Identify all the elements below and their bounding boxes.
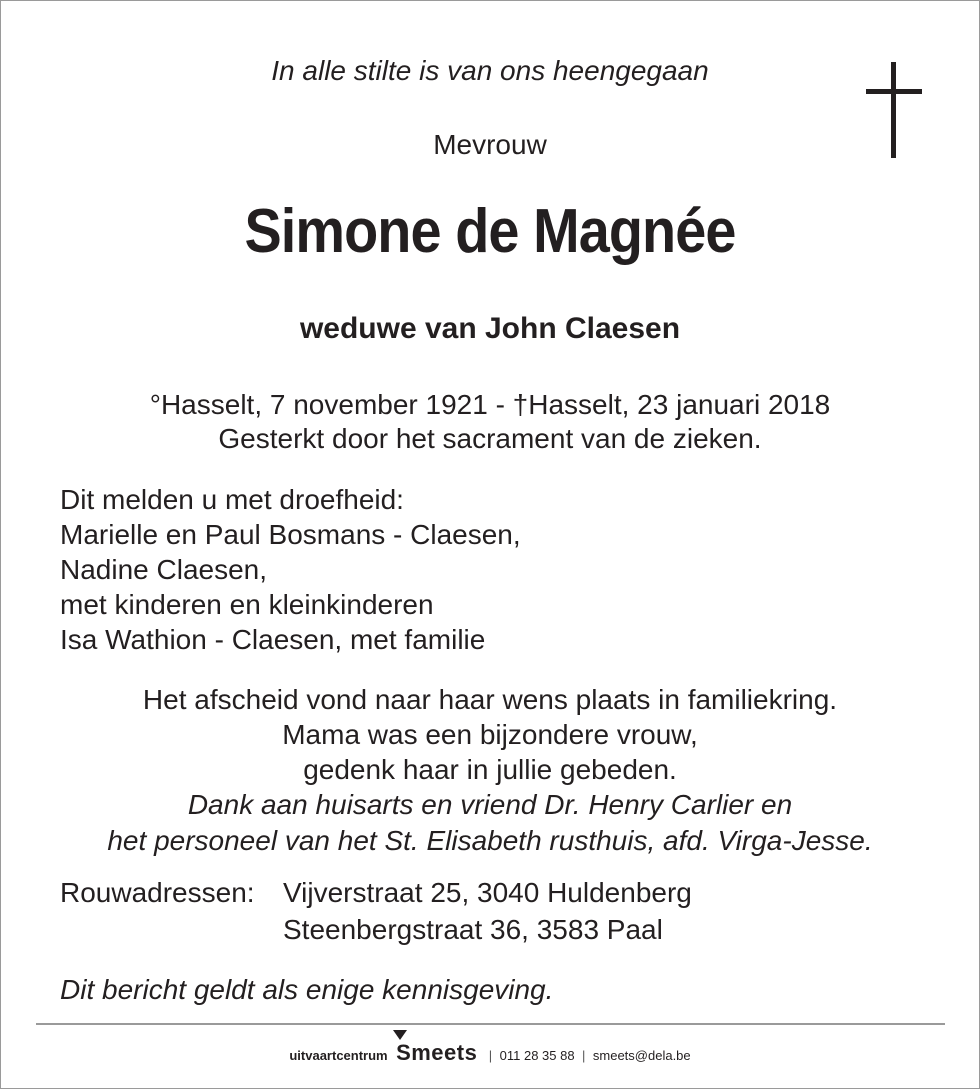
funeral-home-footer: [0, 1040, 980, 1066]
announcement-intro: Dit melden u met droefheid:: [60, 484, 404, 515]
address-line: Vijverstraat 25, 3040 Huldenberg: [283, 877, 692, 908]
intro-text: In alle stilte is van ons heengegaan: [271, 55, 709, 86]
triangle-down-icon: [393, 1030, 407, 1040]
sacrament-line: Gesterkt door het sacrament van de zieken.: [218, 423, 762, 454]
footer-separator: |: [488, 1048, 493, 1063]
message-line: gedenk haar in jullie gebeden.: [303, 754, 677, 785]
title-text: Mevrouw: [433, 129, 547, 160]
family-line: met kinderen en kleinkinderen: [60, 589, 434, 620]
thanks-line: Dank aan huisarts en vriend Dr. Henry Carlier en: [187, 789, 793, 820]
footer-prefix: uitvaartcentrum: [289, 1048, 388, 1063]
addresses-label: Rouwadressen:: [60, 877, 255, 908]
spouse-line: weduwe van John Claesen: [299, 312, 681, 345]
family-line: Isa Wathion - Claesen, met familie: [60, 624, 486, 655]
footer-email[interactable]: smeets@dela.be: [592, 1048, 691, 1063]
footer-phone: 011 28 35 88: [499, 1048, 575, 1063]
footer-divider: [36, 1023, 945, 1025]
footer-separator: |: [582, 1048, 586, 1063]
message-line: Mama was een bijzondere vrouw,: [282, 719, 698, 750]
family-line: Marielle en Paul Bosmans - Claesen,: [60, 519, 521, 550]
dates-line: °Hasselt, 7 november 1921 - †Hasselt, 23 januari 2018: [149, 389, 831, 420]
footer-brand: Smeets: [396, 1040, 478, 1065]
thanks-line: het personeel van het St. Elisabeth rusthuis, afd. Virga-Jesse.: [107, 825, 873, 856]
family-line: Nadine Claesen,: [60, 554, 268, 585]
message-line: Het afscheid vond naar haar wens plaats in familiekring.: [142, 684, 838, 715]
address-line: Steenbergstraat 36, 3583 Paal: [283, 914, 663, 945]
closing-line: Dit bericht geldt als enige kennisgeving.: [60, 974, 554, 1005]
deceased-name: Simone de Magnée: [244, 197, 736, 266]
